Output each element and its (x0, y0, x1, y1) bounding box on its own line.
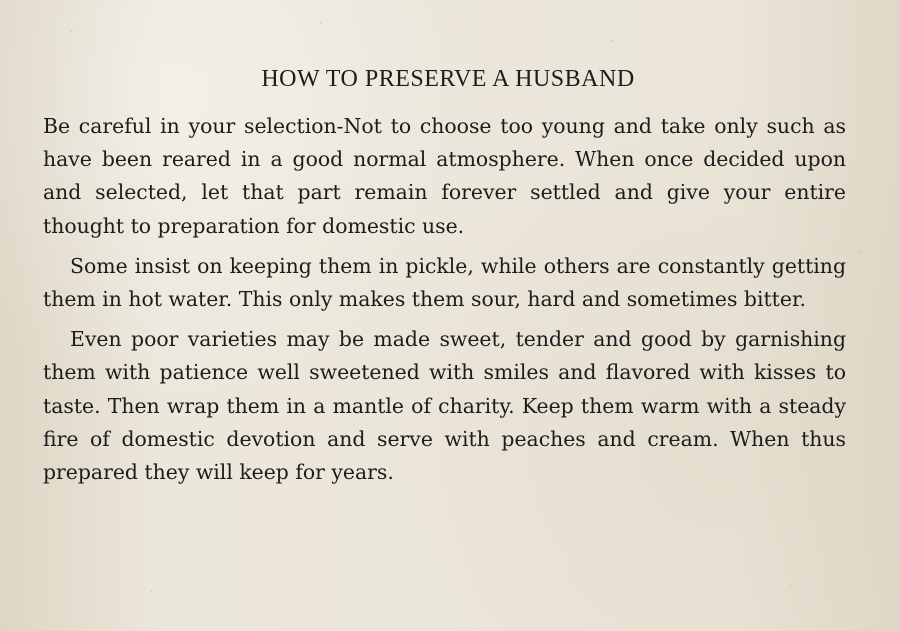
paper-fleck (70, 30, 73, 32)
paper-fleck (610, 40, 613, 42)
paper-fleck (320, 22, 322, 25)
document-title: HOW TO PRESERVE A HUSBAND (261, 66, 635, 92)
paragraph-2: Some insist on keeping them in pickle, while others are constantly getting them in hot water. This only makes them sour, hard and sometimes bitter. (43, 253, 846, 312)
paragraph-1: Be careful in your selection-Not to choose too young and take only such as have been reared in a good normal atmosphere. When once decided upon and selected, let that part remain forever settled and give your entire thought to preparation for domestic use. (43, 114, 846, 238)
document-body (43, 110, 846, 489)
paper-fleck (860, 250, 862, 253)
paragraph-3: Even poor varieties may be made sweet, tender and good by garnishing them with patience well sweetened with smiles and flavored with kisses to taste. Then wrap them in a mantle of charity. Keep them warm with a steady fire of domestic devotion and serve with peaches and cream. When thus prepared they will keep for years. (43, 327, 846, 485)
paper-fleck (790, 585, 792, 587)
paper-fleck (150, 590, 153, 592)
